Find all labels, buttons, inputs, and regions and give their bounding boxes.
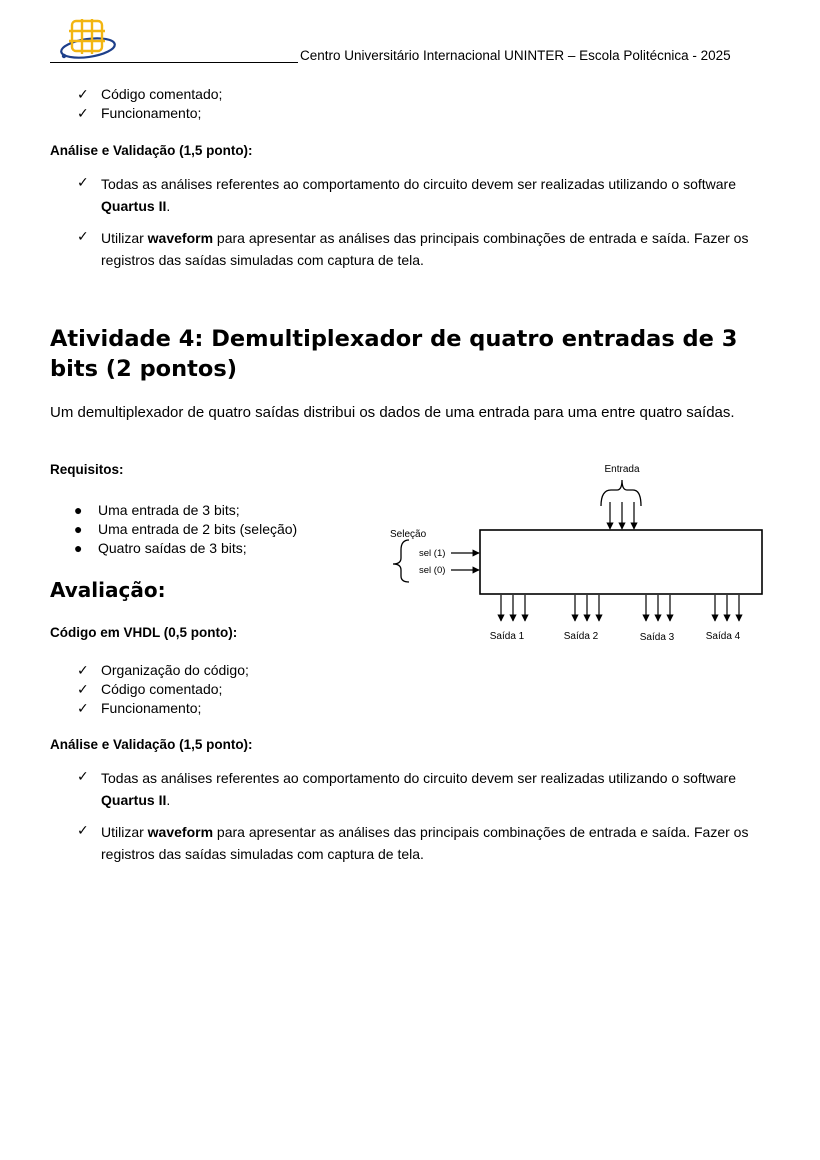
requirements-list xyxy=(74,501,297,558)
top-checklist xyxy=(77,85,222,123)
checkmark-icon: ✓ xyxy=(77,768,89,784)
vhdl-heading: Código em VHDL (0,5 ponto): xyxy=(50,625,238,640)
requirements-heading: Requisitos: xyxy=(50,462,124,477)
checkmark-icon: ✓ xyxy=(77,86,89,102)
list-item: ✓ Código comentado; xyxy=(77,86,223,102)
output-label-2: Saída 2 xyxy=(563,631,599,642)
sel1-label: sel (1) xyxy=(419,548,446,559)
activity-title: Atividade 4: Demultiplexador de quatro entradas de 3 bits (2 pontos) xyxy=(50,326,738,382)
list-item: ✓ Todas as análises referentes ao comportamento do circuito devem ser realizadas utilizando o software Quartus II. xyxy=(77,174,736,214)
sel0-label: sel (0) xyxy=(419,565,446,576)
list-item: ✓ Funcionamento; xyxy=(77,700,202,716)
demux-block xyxy=(480,530,762,594)
list-item: ✓ Utilizar waveform para apresentar as análises das principais combinações de entrada e saída. Fazer os registros das saídas simuladas com captura de tela. xyxy=(77,228,749,268)
analysis-heading-1: Análise e Validação (1,5 ponto): xyxy=(50,143,253,158)
list-item: ● Uma entrada de 3 bits; xyxy=(74,502,240,518)
bullet-icon: ● xyxy=(74,521,83,537)
output-label-3: Saída 3 xyxy=(639,632,675,643)
bullet-icon: ● xyxy=(74,540,83,556)
header-institution: Centro Universitário Internacional UNINTER – Escola Politécnica - 2025 xyxy=(300,48,731,63)
output-label-1: Saída 1 xyxy=(489,631,525,642)
checkmark-icon: ✓ xyxy=(77,662,89,678)
checkmark-icon: ✓ xyxy=(77,105,89,121)
output-label-4: Saída 4 xyxy=(705,631,741,642)
checkmark-icon: ✓ xyxy=(77,700,89,716)
checkmark-icon: ✓ xyxy=(77,822,89,838)
checkmark-icon: ✓ xyxy=(77,681,89,697)
analysis-heading-2: Análise e Validação (1,5 ponto): xyxy=(50,737,253,752)
list-item: ✓ Organização do código; xyxy=(77,662,249,678)
list-item: ✓ Todas as análises referentes ao comportamento do circuito devem ser realizadas utilizando o software Quartus II. xyxy=(77,768,736,808)
list-item: ✓ Funcionamento; xyxy=(77,105,202,121)
evaluation-heading: Avaliação: xyxy=(50,578,166,602)
list-item: ✓ Utilizar waveform para apresentar as análises das principais combinações de entrada e saída. Fazer os registros das saídas simuladas com captura de tela. xyxy=(77,822,749,862)
input-label: Entrada xyxy=(604,464,640,475)
list-item: ✓ Código comentado; xyxy=(77,681,223,697)
checkmark-icon: ✓ xyxy=(77,174,89,190)
uninter-logo xyxy=(60,14,120,62)
bullet-icon: ● xyxy=(74,502,83,518)
list-item: ● Quatro saídas de 3 bits; xyxy=(74,540,247,556)
selection-label: Seleção xyxy=(390,529,427,540)
checkmark-icon: ✓ xyxy=(77,228,89,244)
activity-description: Um demultiplexador de quatro saídas distribui os dados de uma entrada para uma entre quatro saídas. xyxy=(50,404,735,421)
list-item: ● Uma entrada de 2 bits (seleção) xyxy=(74,521,298,537)
vhdl-checklist xyxy=(77,661,249,718)
header-rule xyxy=(50,62,298,63)
demux-diagram xyxy=(385,460,770,650)
